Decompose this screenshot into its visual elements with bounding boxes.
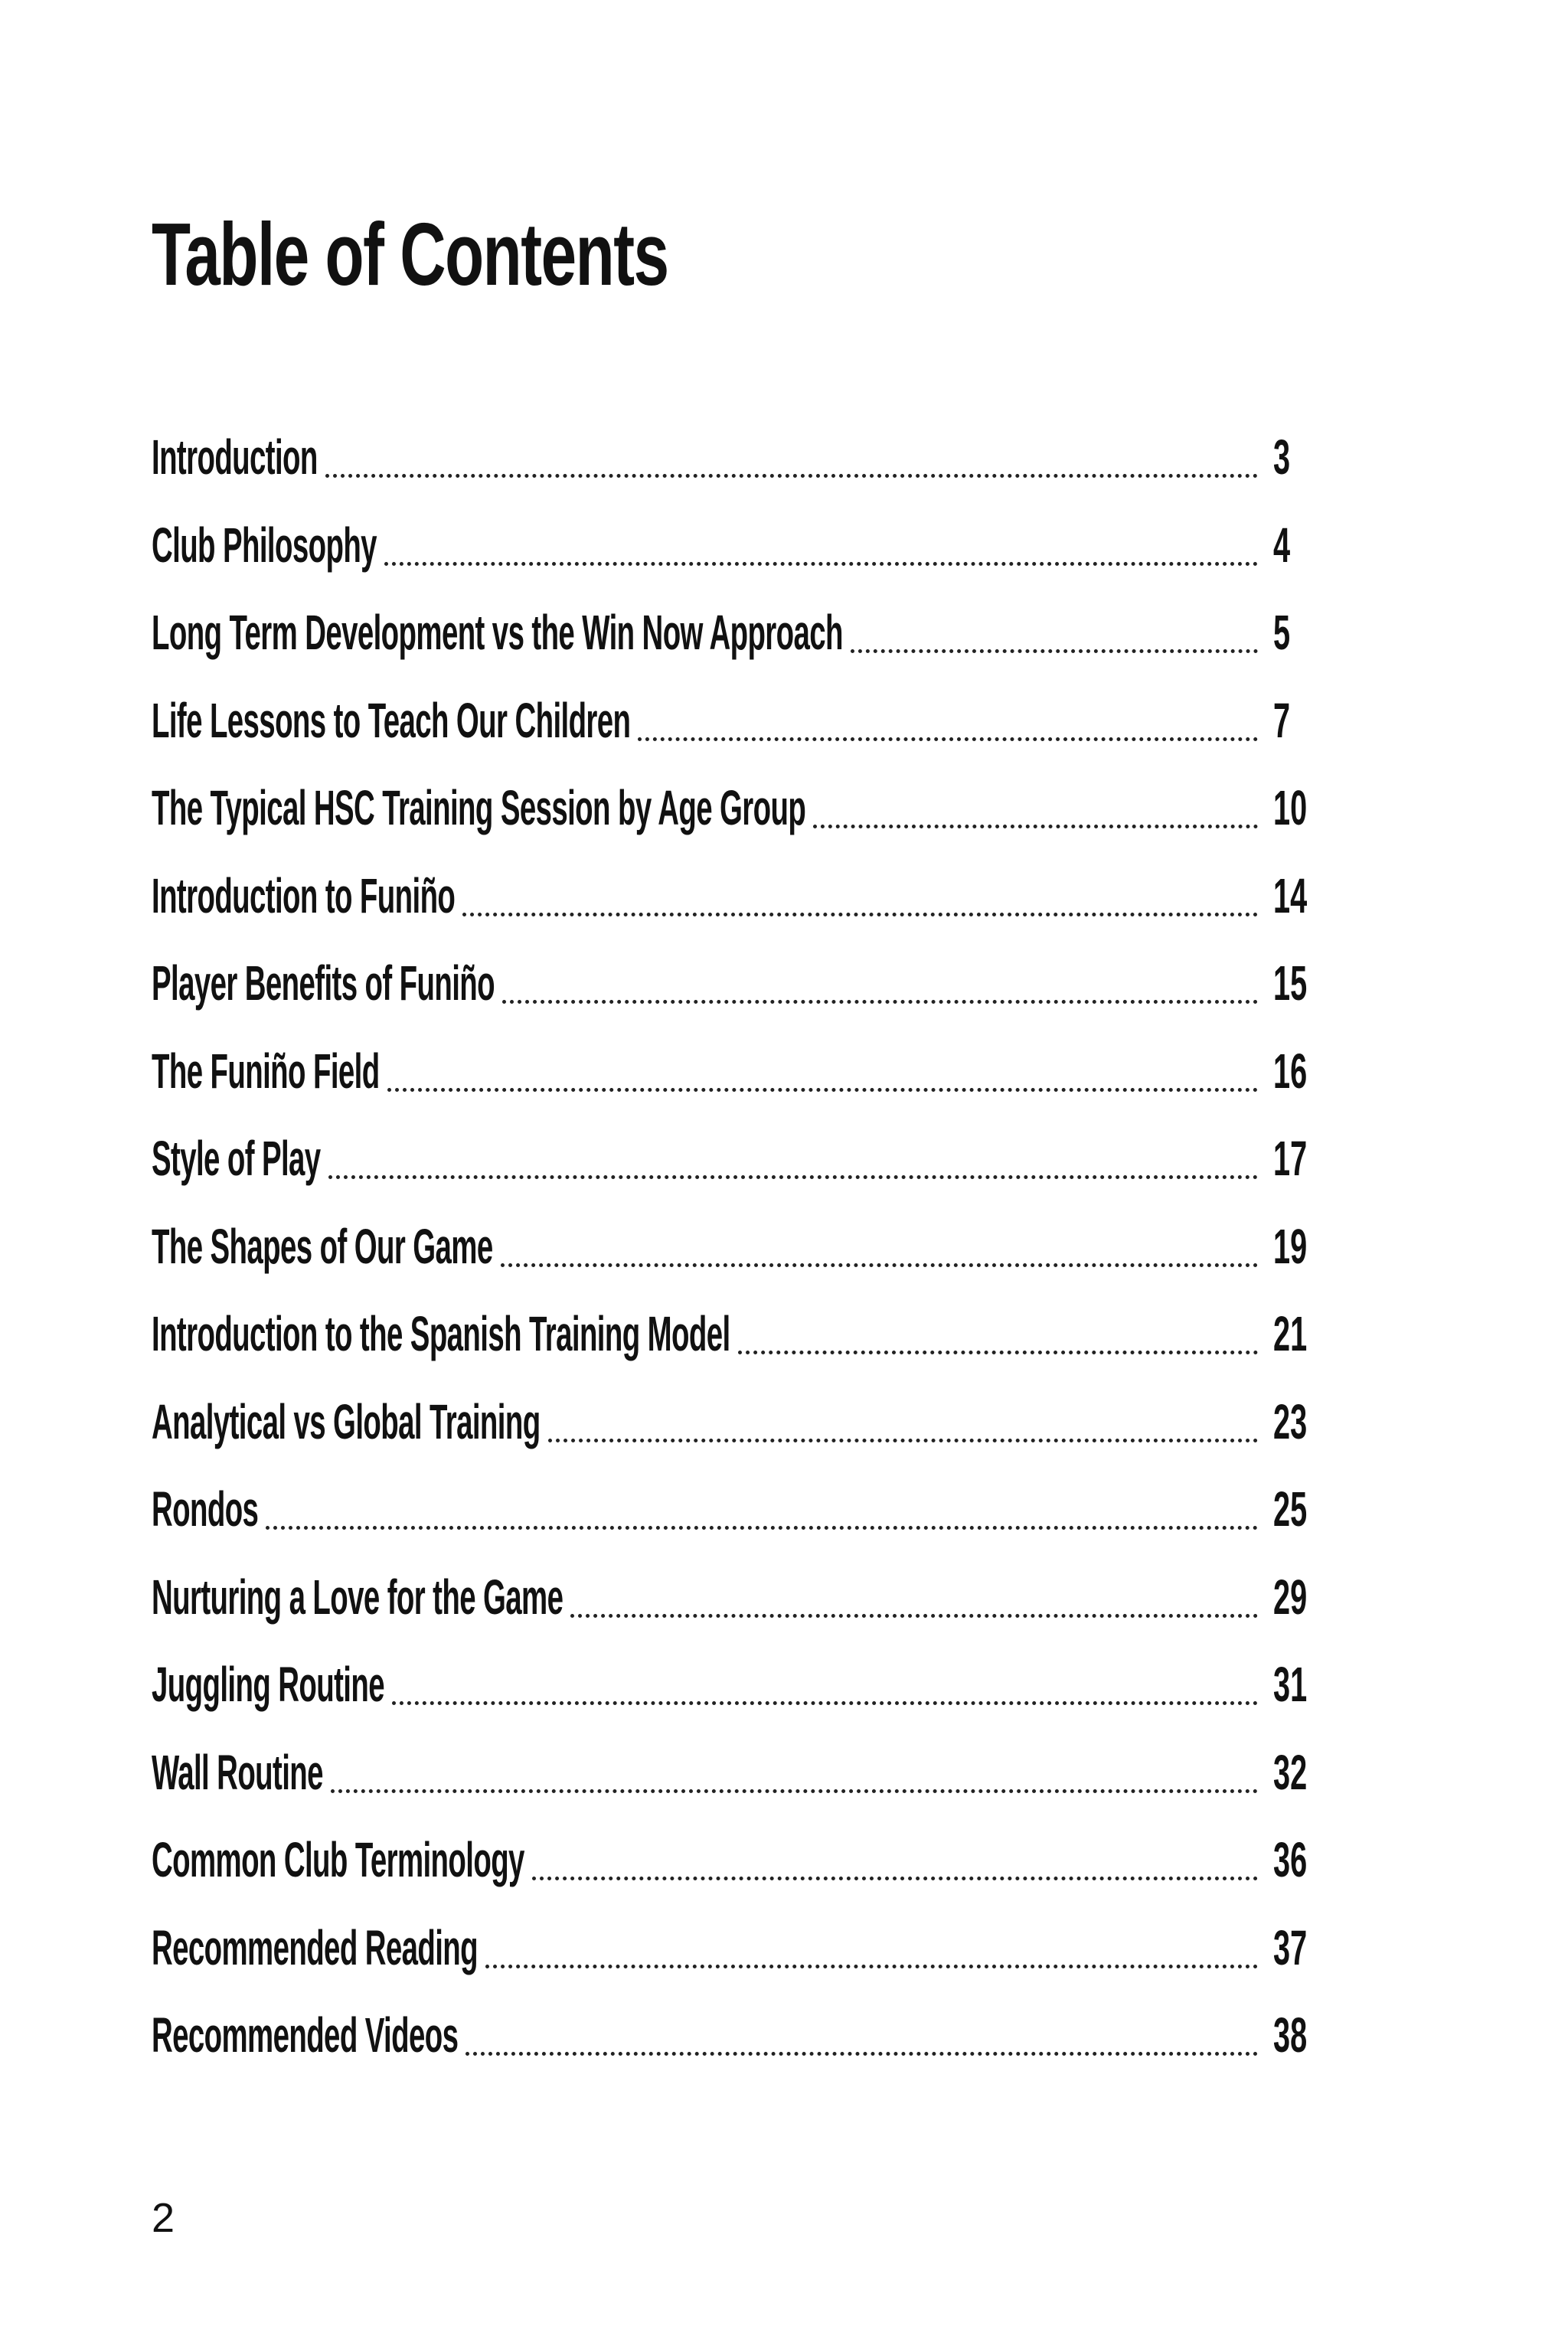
toc-entry-label: Long Term Development vs the Win Now Approach <box>152 605 843 661</box>
toc-leader-dots <box>548 1439 1258 1442</box>
toc-entry[interactable] <box>152 939 1327 1027</box>
toc-leader-dots <box>638 737 1258 741</box>
toc-entry[interactable] <box>152 1991 1327 2079</box>
toc-entry[interactable] <box>152 764 1327 852</box>
toc-entry-page: 25 <box>1273 1481 1308 1537</box>
toc-leader-dots <box>392 1701 1258 1705</box>
toc-entry-page: 23 <box>1273 1393 1308 1449</box>
toc-leader-dots <box>466 2052 1258 2056</box>
toc-entry[interactable] <box>152 1027 1327 1116</box>
toc-entry-label: Wall Routine <box>152 1744 323 1800</box>
toc-entry-page: 14 <box>1273 867 1308 923</box>
table-of-contents <box>152 413 1327 2079</box>
toc-entry-label: Club Philosophy <box>152 517 377 573</box>
toc-leader-dots <box>738 1351 1258 1354</box>
toc-entry[interactable] <box>152 1816 1327 1904</box>
toc-entry-label: Life Lessons to Teach Our Children <box>152 692 631 748</box>
toc-entry-label: Player Benefits of Funiño <box>152 956 495 1011</box>
toc-entry-label: Introduction to Funiño <box>152 867 456 923</box>
toc-entry-page: 17 <box>1273 1131 1308 1187</box>
toc-leader-dots <box>501 1263 1258 1267</box>
toc-entry[interactable] <box>152 1465 1327 1553</box>
toc-entry-page: 5 <box>1273 605 1291 661</box>
toc-entry-page: 32 <box>1273 1744 1308 1800</box>
toc-entry-label: Recommended Videos <box>152 2007 459 2063</box>
toc-entry[interactable] <box>152 501 1327 590</box>
toc-entry-label: Introduction <box>152 430 318 485</box>
toc-leader-dots <box>387 1088 1258 1092</box>
toc-entry-label: Introduction to the Spanish Training Model <box>152 1306 730 1362</box>
toc-entry-page: 10 <box>1273 780 1308 836</box>
toc-entry-page: 16 <box>1273 1043 1308 1099</box>
toc-leader-dots <box>266 1526 1258 1530</box>
toc-entry[interactable] <box>152 413 1327 501</box>
toc-entry[interactable] <box>152 1115 1327 1203</box>
toc-entry-page: 21 <box>1273 1306 1308 1362</box>
toc-entry[interactable] <box>152 1904 1327 1992</box>
toc-entry-label: The Typical HSC Training Session by Age Group <box>152 780 806 836</box>
toc-leader-dots <box>570 1614 1258 1618</box>
toc-entry[interactable] <box>152 1378 1327 1466</box>
page-title: Table of Contents <box>152 204 668 304</box>
toc-leader-dots <box>328 1175 1258 1179</box>
toc-entry[interactable] <box>152 1641 1327 1729</box>
toc-leader-dots <box>384 562 1258 566</box>
toc-leader-dots <box>331 1789 1258 1793</box>
toc-entry-page: 29 <box>1273 1569 1308 1625</box>
toc-entry-page: 15 <box>1273 956 1308 1011</box>
toc-entry-page: 38 <box>1273 2007 1308 2063</box>
toc-entry-label: Nurturing a Love for the Game <box>152 1569 564 1625</box>
toc-entry[interactable] <box>152 1203 1327 1291</box>
toc-entry-page: 3 <box>1273 430 1291 485</box>
toc-leader-dots <box>502 1000 1258 1004</box>
toc-entry[interactable] <box>152 589 1327 677</box>
toc-entry[interactable] <box>152 677 1327 765</box>
toc-entry-label: Analytical vs Global Training <box>152 1393 541 1449</box>
toc-entry-label: Common Club Terminology <box>152 1832 524 1888</box>
toc-entry-label: Juggling Routine <box>152 1657 384 1713</box>
toc-leader-dots <box>462 913 1258 916</box>
toc-leader-dots <box>813 825 1258 828</box>
page-number: 2 <box>152 2195 175 2241</box>
toc-entry-label: The Funiño Field <box>152 1043 380 1099</box>
toc-leader-dots <box>851 649 1258 653</box>
toc-entry[interactable] <box>152 1729 1327 1817</box>
toc-entry-page: 36 <box>1273 1832 1308 1888</box>
toc-entry-page: 7 <box>1273 692 1291 748</box>
toc-entry-label: Recommended Reading <box>152 1919 479 1975</box>
toc-entry[interactable] <box>152 1553 1327 1642</box>
toc-entry-page: 31 <box>1273 1657 1308 1713</box>
toc-leader-dots <box>485 1965 1258 1968</box>
toc-entry-page: 19 <box>1273 1218 1308 1274</box>
toc-leader-dots <box>325 474 1258 478</box>
toc-leader-dots <box>532 1877 1258 1880</box>
toc-entry-label: The Shapes of Our Game <box>152 1218 493 1274</box>
toc-entry-label: Rondos <box>152 1481 259 1537</box>
toc-entry[interactable] <box>152 1290 1327 1378</box>
toc-entry-label: Style of Play <box>152 1131 321 1187</box>
toc-entry-page: 37 <box>1273 1919 1308 1975</box>
toc-entry-page: 4 <box>1273 517 1291 573</box>
toc-entry[interactable] <box>152 852 1327 940</box>
